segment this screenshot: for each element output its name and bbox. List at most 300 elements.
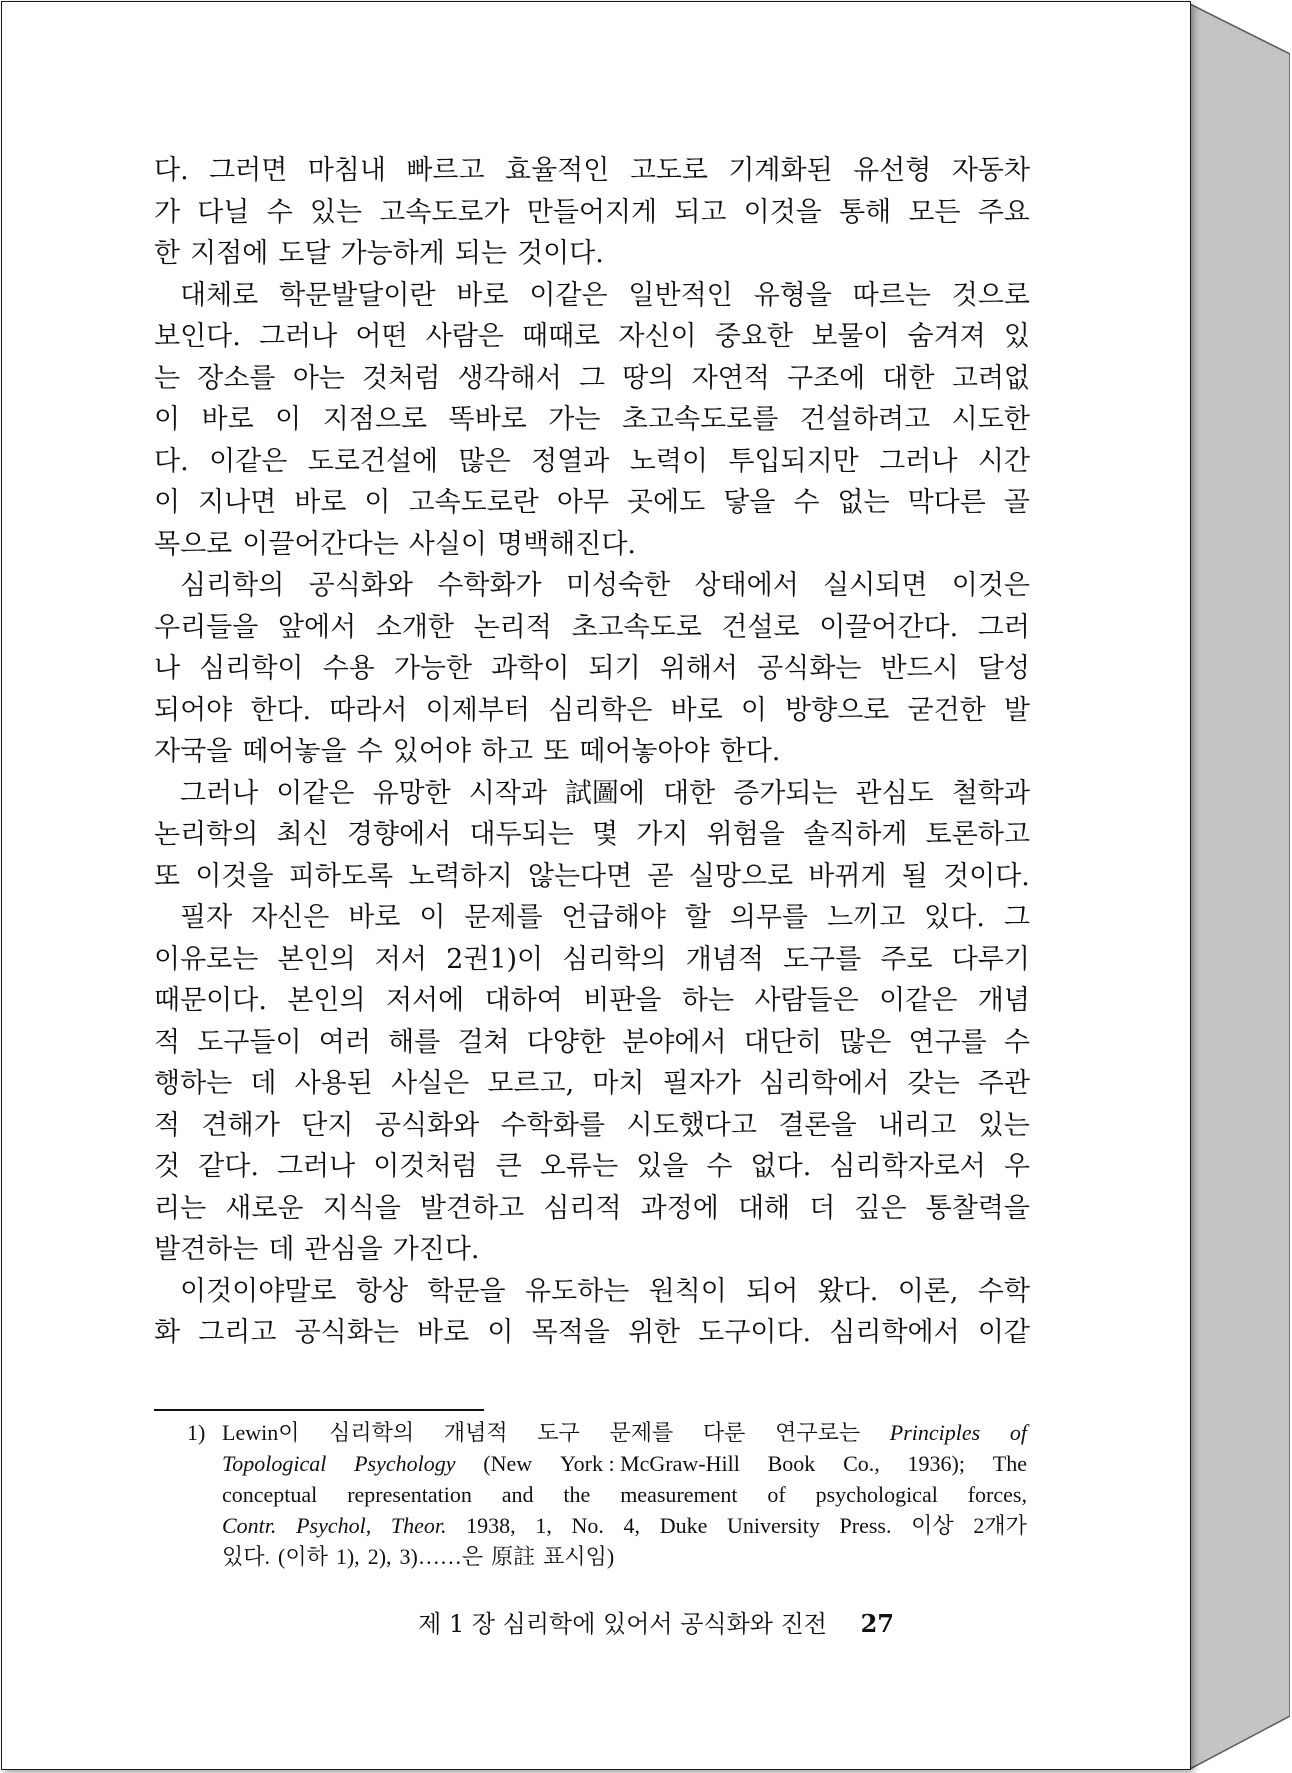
- text-line: [154, 648, 1030, 690]
- text-line: [154, 690, 1030, 732]
- word: 사람은: [425, 321, 504, 352]
- text-line: [154, 358, 1030, 400]
- word: 바로: [201, 404, 254, 435]
- word: 마치: [592, 1068, 645, 1099]
- word: 때때로: [522, 321, 601, 352]
- footnote-word: the: [563, 1482, 591, 1507]
- word: 이: [364, 487, 391, 518]
- running-chapter-title: 제 1 장 심리학에 있어서 공식화와 진전: [418, 1610, 827, 1638]
- text-line: [154, 1063, 1030, 1105]
- word: 걸쳐: [457, 1026, 510, 1058]
- word: 어떤: [355, 321, 408, 352]
- word: 지점으로: [322, 404, 428, 435]
- word: 유도하는: [524, 1275, 630, 1307]
- word: 되어야: [154, 694, 233, 726]
- footnote-word: 3)……은: [399, 1544, 484, 1569]
- footnote-word: University: [727, 1513, 820, 1538]
- text-line: [154, 524, 1030, 566]
- word: 목적을: [531, 1317, 610, 1348]
- footnote-word: 1936);: [907, 1451, 965, 1476]
- word: 있는: [309, 196, 362, 228]
- word: 심리학의: [562, 943, 667, 975]
- word: 심리학에서: [758, 1068, 890, 1099]
- word: 모든: [908, 196, 961, 228]
- word: 실망으로: [688, 860, 794, 892]
- word: 우: [1003, 1151, 1030, 1182]
- word: 빠르고: [406, 155, 485, 186]
- word: 명백해진다.: [497, 528, 636, 560]
- word: 위해서: [659, 653, 738, 684]
- word: 발견하는: [154, 1234, 259, 1265]
- word: 지점에: [190, 238, 269, 269]
- word: 될: [901, 860, 928, 892]
- word: 이: [154, 487, 181, 518]
- word: 대하여: [484, 985, 563, 1016]
- word: 수: [356, 736, 383, 767]
- word: 대한: [882, 362, 935, 394]
- word: 더: [809, 1192, 836, 1224]
- word: 결론을: [778, 1109, 857, 1141]
- footnote-word: Topological: [222, 1451, 327, 1476]
- text-line: [154, 1312, 1030, 1354]
- footnote-word: and: [501, 1482, 534, 1507]
- word: 그러: [977, 611, 1030, 643]
- text-line: [154, 1271, 1030, 1313]
- word: 상태에서: [694, 570, 799, 601]
- word: 심리학에서: [829, 1317, 960, 1348]
- word: 논리학의: [154, 819, 259, 850]
- word: 고속도로란: [408, 487, 539, 518]
- word: 사실이: [408, 528, 487, 560]
- word: 초고속도로를: [621, 404, 779, 435]
- word: 효율적인: [504, 155, 610, 186]
- word: 수학: [977, 1275, 1030, 1307]
- word: 원칙이: [648, 1275, 727, 1307]
- footnote-divider: [154, 1409, 484, 1411]
- footnote-word: (New: [483, 1451, 533, 1476]
- word: 건설하려고: [799, 404, 931, 435]
- word: 공식화는: [757, 653, 862, 684]
- word: 지식을: [322, 1192, 401, 1224]
- word: 구조에: [786, 362, 866, 394]
- footnote-word: Press.: [839, 1513, 892, 1538]
- footnote-word: 도구: [537, 1420, 580, 1445]
- word: 본인의: [277, 943, 356, 975]
- word: 굳건한: [907, 694, 986, 726]
- word: 이: [154, 404, 181, 435]
- footnote-word: 1938,: [466, 1513, 516, 1538]
- word: 이같은: [276, 777, 355, 809]
- word: 데: [268, 1234, 295, 1265]
- word: 닿을: [723, 487, 776, 518]
- word: 수: [1003, 1026, 1030, 1058]
- word: 하는: [681, 985, 735, 1016]
- word: 이것이야말로: [180, 1275, 337, 1307]
- word: 문제를: [464, 902, 543, 933]
- word: 도구이다.: [698, 1317, 812, 1348]
- word: 증가되는: [733, 777, 838, 809]
- word: 대체로: [180, 279, 259, 311]
- word: 아무: [556, 487, 610, 518]
- word: 소개한: [375, 611, 454, 643]
- word: 이같은: [529, 279, 608, 311]
- footnote-word: of: [1009, 1420, 1027, 1445]
- word: 많은: [458, 445, 511, 477]
- word: 경향에서: [346, 819, 452, 850]
- footnote-word: 이상: [911, 1513, 954, 1538]
- footnote-line: [187, 1541, 1027, 1572]
- footnote-word: York : McGraw-Hill: [559, 1451, 740, 1476]
- footnote-word: 개념적: [443, 1420, 508, 1445]
- word: 한다.: [250, 694, 312, 726]
- word: 있을: [636, 1151, 689, 1182]
- word: 또: [543, 736, 570, 767]
- word: 것: [154, 1151, 181, 1182]
- word: 자동차: [951, 155, 1030, 186]
- word: 다.: [154, 445, 189, 477]
- word: 있다.: [924, 902, 985, 933]
- word: 땅의: [622, 362, 675, 394]
- word: 없는: [837, 487, 890, 518]
- word: 일반적인: [628, 279, 733, 311]
- word: 단지: [301, 1109, 354, 1141]
- word: 한다.: [719, 736, 781, 767]
- word: 이: [419, 902, 446, 933]
- word: 연구를: [908, 1026, 987, 1058]
- word: 솔직하게: [803, 819, 908, 850]
- text-line: [154, 565, 1030, 607]
- word: 왔다.: [817, 1275, 879, 1307]
- word: 철학과: [951, 777, 1030, 809]
- word: 실시되면: [823, 570, 928, 601]
- word: 논리적: [473, 611, 552, 643]
- text-line: [154, 1188, 1030, 1230]
- word: 갖는: [907, 1068, 960, 1099]
- word: 통찰력을: [925, 1192, 1030, 1224]
- footnote-word: No.: [571, 1513, 604, 1538]
- word: 몇: [591, 819, 619, 850]
- word: 그러나: [258, 321, 338, 352]
- word: 수학화가: [437, 570, 542, 601]
- word: 것처럼: [362, 362, 441, 394]
- word: 적: [154, 1026, 181, 1058]
- word: 가: [154, 196, 181, 228]
- word: 그러나: [276, 1151, 356, 1182]
- footnote-word: 다룬: [702, 1420, 746, 1445]
- word: 시도한: [951, 404, 1030, 435]
- footnote: [187, 1417, 1027, 1572]
- word: 것이다.: [517, 238, 604, 269]
- word: 떼어놓을: [242, 736, 347, 767]
- word: 내리고: [878, 1109, 957, 1141]
- word: 있: [1003, 321, 1030, 352]
- footnote-word: of: [767, 1482, 786, 1507]
- word: 언급해야: [561, 902, 666, 933]
- word: 초고속도로: [571, 611, 702, 643]
- word: 심리학이: [199, 653, 304, 684]
- footnote-word: 심리학의: [329, 1420, 415, 1445]
- word: 정열과: [531, 445, 610, 477]
- text-line: [154, 1022, 1030, 1064]
- word: 대해: [737, 1192, 791, 1224]
- word: 그러나: [180, 777, 259, 809]
- word: 바로: [348, 902, 401, 933]
- footnote-word: 표시임): [543, 1544, 615, 1569]
- text-line: [154, 482, 1030, 524]
- word: 수: [793, 487, 820, 518]
- footnote-word: Book: [767, 1451, 816, 1476]
- word: 시간: [977, 445, 1030, 477]
- word: 이같은: [879, 985, 958, 1016]
- footnote-word: Contr.: [222, 1513, 277, 1538]
- word: 바로: [294, 487, 347, 518]
- footnote-word: The: [992, 1451, 1027, 1476]
- text-line: [154, 1146, 1030, 1188]
- footnote-word: Principles: [889, 1420, 981, 1445]
- word: 이유로는: [154, 943, 259, 975]
- page-footer: [418, 1604, 894, 1639]
- word: 화: [154, 1317, 181, 1348]
- footnote-word: Lewin이: [222, 1420, 300, 1445]
- word: 이같은: [209, 445, 288, 477]
- word: 오류는: [539, 1151, 619, 1182]
- word: 학문을: [427, 1275, 506, 1307]
- word: 다루기: [951, 943, 1030, 975]
- footnote-word: Psychology: [354, 1451, 456, 1476]
- footnote-line: [187, 1448, 1027, 1479]
- word: 통해: [839, 196, 892, 228]
- word: 자신은: [251, 902, 330, 933]
- text-line: [154, 399, 1030, 441]
- word: 골: [1003, 487, 1030, 518]
- footnote-word: Psychol,: [296, 1513, 372, 1538]
- text-line: [154, 731, 1030, 773]
- text-line: [154, 897, 1030, 939]
- word: 다양한: [526, 1026, 606, 1058]
- footnote-word: (이하: [278, 1544, 328, 1569]
- footnote-line: [187, 1417, 1027, 1448]
- word: 의무를: [729, 902, 809, 933]
- word: 피하도록: [288, 860, 394, 892]
- word: 이같: [977, 1317, 1030, 1348]
- word: 않는다면: [527, 860, 633, 892]
- word: 과정에: [640, 1192, 719, 1224]
- word: 것이다.: [943, 860, 1030, 892]
- word: 필자가: [662, 1068, 741, 1099]
- word: 행하는: [154, 1068, 233, 1099]
- word: 개념: [977, 985, 1030, 1016]
- word: 과학이: [491, 653, 570, 684]
- word: 자국을: [154, 736, 233, 767]
- word: 이: [487, 1317, 514, 1348]
- word: 그러면: [209, 155, 288, 186]
- word: 주요: [977, 196, 1030, 228]
- word: 개념적: [685, 943, 764, 975]
- word: 나: [154, 653, 181, 684]
- word: 적: [154, 1109, 181, 1141]
- footnote-word: 2개가: [973, 1513, 1027, 1538]
- word: 발견하고: [419, 1192, 525, 1224]
- word: 다닐: [197, 196, 250, 228]
- word: 많은: [839, 1026, 892, 1058]
- word: 되는: [454, 238, 508, 269]
- word: 방향으로: [785, 694, 890, 726]
- text-line: [154, 856, 1030, 898]
- word: 생각해서: [457, 362, 562, 394]
- word: 지나면: [198, 487, 277, 518]
- text-line: [154, 607, 1030, 649]
- word: 되고: [674, 196, 727, 228]
- word: 심리적: [543, 1192, 622, 1224]
- word: 우리들을: [154, 611, 259, 643]
- word: 사용된: [294, 1068, 373, 1099]
- word: 때문이다.: [154, 985, 267, 1016]
- word: 이것을: [195, 860, 274, 892]
- word: 되기: [588, 653, 641, 684]
- footnote-line: [187, 1479, 1027, 1510]
- word: 노력하지: [408, 860, 513, 892]
- word: 최신: [276, 819, 329, 850]
- footnote-word: representation: [347, 1482, 472, 1507]
- word: 비판을: [583, 985, 662, 1016]
- word: 미성숙한: [565, 570, 671, 601]
- word: 이끌어간다는: [242, 528, 399, 560]
- word: 할: [684, 902, 711, 933]
- word: 같다.: [198, 1151, 259, 1182]
- word: 공식화는: [294, 1317, 399, 1348]
- word: 것으로: [951, 279, 1030, 311]
- word: 사실은: [390, 1068, 470, 1099]
- word: 심리학자로서: [829, 1151, 986, 1182]
- word: 위험을: [706, 819, 785, 850]
- word: 숨겨져: [907, 321, 986, 352]
- word: 도구를: [783, 943, 862, 975]
- word: 고속도로가: [379, 196, 510, 228]
- body-text: [154, 150, 1030, 1354]
- word: 2권1)이: [446, 943, 544, 975]
- word: 시작과: [468, 777, 547, 809]
- word: 고려없: [951, 362, 1030, 394]
- word: 새로운: [225, 1192, 304, 1224]
- word: 가능한: [393, 653, 473, 684]
- footnote-word: 있다.: [222, 1544, 271, 1569]
- word: 사람들은: [754, 985, 859, 1016]
- word: 보인다.: [154, 321, 241, 352]
- word: 데: [250, 1068, 277, 1099]
- word: 공식화와: [308, 570, 413, 601]
- word: 이것은: [951, 570, 1030, 601]
- word: 기계화된: [728, 155, 833, 186]
- word: 따르는: [852, 279, 931, 311]
- word: 도구들이: [197, 1026, 302, 1058]
- word: 앞에서: [277, 611, 357, 643]
- word: 마침내: [307, 155, 386, 186]
- word: 건설로: [721, 611, 800, 643]
- word: 다.: [154, 155, 189, 186]
- word: 이것을: [743, 196, 822, 228]
- word: 또: [154, 860, 181, 892]
- text-line: [154, 150, 1030, 192]
- word: 시도했다고: [626, 1109, 757, 1141]
- word: 따라서: [329, 694, 408, 726]
- word: 똑바로: [448, 404, 527, 435]
- word: 관심을: [304, 1234, 383, 1265]
- word: 위한: [627, 1317, 681, 1348]
- word: 리는: [154, 1192, 207, 1224]
- word: 수용: [322, 653, 375, 684]
- text-line: [154, 1229, 1030, 1271]
- word: 대한: [663, 777, 716, 809]
- word: 주로: [880, 943, 933, 975]
- word: 유형을: [753, 279, 832, 311]
- word: 가능하게: [340, 238, 445, 269]
- word: 장소를: [197, 362, 276, 394]
- word: 가는: [548, 404, 601, 435]
- word: 중요한: [714, 321, 794, 352]
- word: 試圖에: [564, 777, 646, 809]
- word: 이론,: [897, 1275, 959, 1307]
- word: 이끌어간다.: [819, 611, 959, 643]
- footnote-word: measurement: [620, 1482, 738, 1507]
- footnote-word: 4,: [623, 1513, 641, 1538]
- word: 견해가: [201, 1109, 280, 1141]
- footnote-word: 1),: [335, 1544, 360, 1569]
- word: 이: [740, 694, 767, 726]
- word: 는: [154, 362, 181, 394]
- word: 이제부터: [425, 694, 530, 726]
- word: 바로: [670, 694, 723, 726]
- text-line: [154, 1105, 1030, 1147]
- book-edge: [1190, 4, 1290, 1769]
- word: 되어: [746, 1275, 799, 1307]
- word: 자신이: [618, 321, 697, 352]
- footnote-word: forces,: [967, 1482, 1027, 1507]
- text-line: [154, 814, 1030, 856]
- word: 대단히: [743, 1026, 822, 1058]
- word: 필자: [180, 902, 233, 933]
- word: 유선형: [853, 155, 932, 186]
- word: 없다.: [750, 1151, 812, 1182]
- text-line: [154, 980, 1030, 1022]
- word: 반드시: [880, 653, 959, 684]
- word: 수: [706, 1151, 733, 1182]
- word: 막다른: [907, 487, 986, 518]
- word: 있어야: [392, 736, 471, 767]
- footnote-word: 1,: [535, 1513, 552, 1538]
- word: 가진다.: [392, 1234, 480, 1265]
- footnote-word: 문제를: [609, 1420, 674, 1445]
- word: 저서: [374, 943, 427, 975]
- word: 항상: [355, 1275, 408, 1307]
- word: 목으로: [154, 528, 233, 560]
- word: 바로: [417, 1317, 470, 1348]
- word: 심리학의: [180, 570, 285, 601]
- word: 이것처럼: [373, 1151, 478, 1182]
- word: 저서에: [385, 985, 465, 1016]
- word: 있는: [977, 1109, 1030, 1141]
- text-line: [154, 441, 1030, 483]
- word: 분야에서: [622, 1026, 727, 1058]
- footnote-word: Co.,: [843, 1451, 880, 1476]
- word: 아는: [292, 362, 345, 394]
- text-line: [154, 316, 1030, 358]
- word: 도달: [278, 238, 331, 269]
- page-number: 27: [860, 1609, 894, 1638]
- word: 곳에도: [627, 487, 706, 518]
- word: 가지: [636, 819, 689, 850]
- text-line: [154, 233, 1030, 275]
- footnote-word: Duke: [659, 1513, 708, 1538]
